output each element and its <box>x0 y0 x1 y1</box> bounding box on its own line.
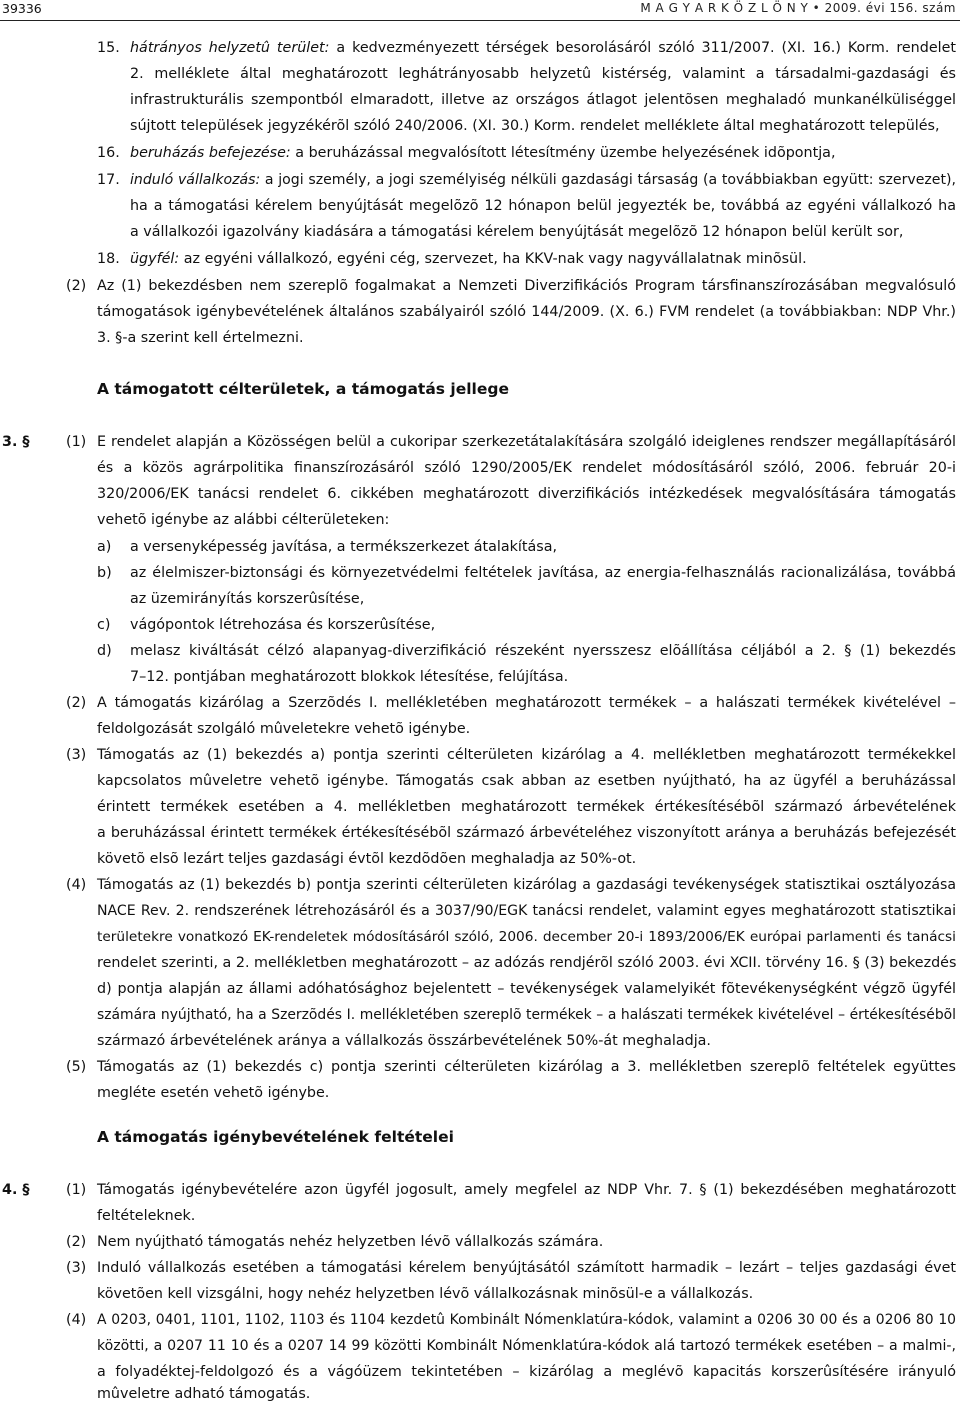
s3-item-b-line-2: az üzemirányítás korszerûsítése, <box>130 591 365 607</box>
item-16-number: 16. <box>97 145 120 161</box>
s3-item-a-line-1: a versenyképesség javítása, a termékszerkezet átalakítása, <box>130 539 558 555</box>
s4-p4-line-3: a folyadéktej-feldolgozó és a vágóüzem tekintetében – kizárólag a meglévõ kapacitás korszerûsítésére irányuló <box>97 1364 956 1380</box>
s4-p3-line-1: Induló vállalkozás esetében a támogatási kérelem benyújtásától számított harmadik – lezárt – teljes gazdasági évet <box>97 1260 956 1276</box>
item-16-term: beruházás befejezése: <box>130 145 291 161</box>
s3-p5-number: (5) <box>66 1059 87 1075</box>
running-title: M A G Y A R K Ö Z L Ö N Y • 2009. évi 156. szám <box>640 1 956 15</box>
item-15-line-4: sújtott települések jegyzékérõl szóló 240/2006. (XI. 30.) Korm. rendelet melléklete által meghatározott település, <box>130 118 940 134</box>
s3-p1-line-1: E rendelet alapján a Közösségen belül a cukoripar szerkezetátalakítására szolgáló ideiglenes rendszer megállapításáról <box>97 434 956 450</box>
s3-item-b-line-1: az élelmiszer-biztonsági és környezetvédelmi feltételek javítása, az energia-felhasználás racionalizálása, továbbá <box>130 565 956 581</box>
item-15-term: hátrányos helyzetû terület: <box>130 40 330 56</box>
item-17-line-2: ha a támogatási kérelem benyújtását megelõzõ 12 hónapon belül jegyezték be, továbbá az egyéni vállalkozó ha <box>130 198 956 214</box>
s3-item-d-letter: d) <box>97 643 112 659</box>
s3-item-c-line-1: vágópontok létrehozása és korszerûsítése, <box>130 617 436 633</box>
s3-item-a-letter: a) <box>97 539 112 555</box>
para1-p2-line-2: támogatások igénybevételének általános szabályairól szóló 144/2009. (X. 6.) FVM rendelet (a továbbiakban: NDP Vhr.) <box>97 304 956 320</box>
s3-p4-number: (4) <box>66 877 87 893</box>
s3-p1-line-4: vehetõ igénybe az alábbi célterületeken: <box>97 512 390 528</box>
s3-p4-line-1: Támogatás az (1) bekezdés b) pontja szerinti célterületen kizárólag a gazdasági tevékenységek statisztikai osztályozása <box>97 877 956 893</box>
item-17-term: induló vállalkozás: <box>130 172 261 188</box>
section-4-heading: A támogatás igénybevételének feltételei <box>97 1128 454 1146</box>
s3-p5-line-2: megléte esetén vehetõ igénybe. <box>97 1085 330 1101</box>
s3-item-d-line-1: melasz kiváltását célzó alapanyag-diverzifikáció részeként nyersszesz elõállítása céljából a 2. § (1) bekezdés <box>130 643 956 659</box>
s4-p2-number: (2) <box>66 1234 87 1250</box>
s3-p4-line-4: rendelet szerinti, a 2. mellékletben meghatározott – az adózás rendjérõl szóló 2003. évi XCII. törvény 16. § (3) bekezdés <box>97 955 957 971</box>
s3-p4-line-6: számára nyújtható, ha a Szerzõdés I. mellékletében szereplõ termékek – a halászati termékek kivételével – értékesítésébõl <box>97 1007 956 1023</box>
page-number: 39336 <box>2 1 42 16</box>
section-3-heading: A támogatott célterületek, a támogatás jellege <box>97 380 509 398</box>
s3-item-b-letter: b) <box>97 565 112 581</box>
s3-p5-line-1: Támogatás az (1) bekezdés c) pontja szerinti célterületen kizárólag a 3. mellékletben szereplõ feltételek együttes <box>97 1059 956 1075</box>
s3-p2-number: (2) <box>66 695 87 711</box>
item-17-line-3: a vállalkozói igazolvány kiadására a támogatási kérelem benyújtását megelõzõ 12 hónapon belül került sor, <box>130 224 904 240</box>
item-18-line: ügyfél: az egyéni vállalkozó, egyéni cég, szervezet, ha KKV-nak vagy nagyvállalatnak minõsül. <box>130 251 807 267</box>
section-3-number: 3. § <box>2 434 30 450</box>
s3-item-d-line-2: 7–12. pontjában meghatározott blokkok létesítése, felújítása. <box>130 669 569 685</box>
s4-p2-line-1: Nem nyújtható támogatás nehéz helyzetben lévõ vállalkozás számára. <box>97 1234 604 1250</box>
para1-p2-line-1: Az (1) bekezdésben nem szereplõ fogalmakat a Nemzeti Diverzifikációs Program társfinanszírozásában megvalósuló <box>97 278 956 294</box>
para1-p2-number: (2) <box>66 278 87 294</box>
item-18-number: 18. <box>97 251 120 267</box>
s3-p1-line-3: 320/2006/EK tanácsi rendelet 6. cikkében meghatározott diverzifikációs intézkedések megvalósítására támogatás <box>97 486 956 502</box>
s3-p4-line-3: területekre vonatkozó EK-rendeletek módosításáról szóló, 2006. december 20-i 1893/2006/EK európai parlamenti és tanácsi <box>97 929 956 945</box>
s3-p3-line-2: kapcsolatos mûveletre vehetõ igénybe. Támogatás csak abban az esetben nyújtható, ha az ügyfél a beruházással <box>97 773 956 789</box>
s4-p4-line-1: A 0203, 0401, 1101, 1102, 1103 és 1104 kezdetû Kombinált Nómenklatúra-kódok, valamint a 0206 30 00 és a 0206 80 10 <box>97 1312 956 1328</box>
s3-p2-line-2: feldolgozását szolgáló mûveletekre vehetõ igénybe. <box>97 721 471 737</box>
item-18-term: ügyfél: <box>130 251 180 267</box>
s4-p4-number: (4) <box>66 1312 87 1328</box>
s3-p3-line-3: érintett termékek esetében a 4. mellékletben meghatározott termékek értékesítésébõl származó árbevételének <box>97 799 956 815</box>
s3-p4-line-5: d) pontja alapján az állami adóhatósághoz bejelentett – tevékenységek valamelyikét fõtevékenységként végzõ ügyfél <box>97 981 956 997</box>
s3-item-c-letter: c) <box>97 617 111 633</box>
s3-p3-line-1: Támogatás az (1) bekezdés a) pontja szerinti célterületen kizárólag a 4. mellékletben meghatározott termékekkel <box>97 747 956 763</box>
item-16-line: beruházás befejezése: a beruházással megvalósított létesítmény üzembe helyezésének idõpontja, <box>130 145 836 161</box>
s3-p3-line-5: követõ elsõ lezárt teljes gazdasági évtõl kezdõdõen meghaladja az 50%-ot. <box>97 851 637 867</box>
s3-p1-line-2: és a közös agrárpolitika finanszírozásáról szóló 1290/2005/EK rendelet módosításáról szóló, 2006. február 20-i <box>97 460 956 476</box>
s4-p1-line-1: Támogatás igénybevételére azon ügyfél jogosult, amely megfelel az NDP Vhr. 7. § (1) bekezdésében meghatározott <box>97 1182 956 1198</box>
section-4-number: 4. § <box>2 1182 30 1198</box>
s3-p4-line-7: származó árbevételének aránya a vállalkozás összárbevételének 50%-át meghaladja. <box>97 1033 711 1049</box>
item-15-line-1: hátrányos helyzetû terület: a kedvezményezett térségek besorolásáról szóló 311/2007. (XI. 16.) Korm. rendelet <box>130 40 956 56</box>
s4-p4-line-4: mûveletre adható támogatás. <box>97 1386 311 1402</box>
s3-p3-line-4: a beruházással érintett termékek értékesítésébõl származó árbevételéhez viszonyított aránya a beruházás befejezését <box>97 825 956 841</box>
page-header <box>0 0 960 20</box>
s4-p3-number: (3) <box>66 1260 87 1276</box>
s3-p2-line-1: A támogatás kizárólag a Szerzõdés I. mellékletében meghatározott termékek – a halászati termékek kivételével – <box>97 695 956 711</box>
s3-p4-line-2: NACE Rev. 2. rendszerének létrehozásáról és a 3037/90/EGK tanácsi rendelet, valamint egyes meghatározott statisztikai <box>97 903 956 919</box>
s3-p3-number: (3) <box>66 747 87 763</box>
s3-p1-number: (1) <box>66 434 87 450</box>
s4-p1-number: (1) <box>66 1182 87 1198</box>
s4-p4-line-2: közötti, a 0207 11 10 és a 0207 14 99 közötti Kombinált Nómenklatúra-kódok alá tartozó termékek esetében – a malmi-, <box>97 1338 956 1354</box>
item-15-number: 15. <box>97 40 120 56</box>
item-15-line-3: infrastrukturális szempontból elmaradott, illetve az országos átlagot jelentõsen meghaladó munkanélküliséggel <box>130 92 956 108</box>
item-17-number: 17. <box>97 172 120 188</box>
para1-p2-line-3: 3. §-a szerint kell értelmezni. <box>97 330 304 346</box>
s4-p1-line-2: feltételeknek. <box>97 1208 196 1224</box>
item-17-line-1: induló vállalkozás: a jogi személy, a jogi személyiség nélküli gazdasági társaság (a továbbiakban együtt: szervezet), <box>130 172 956 188</box>
item-15-line-2: 2. melléklete által meghatározott leghátrányosabb helyzetû kistérség, valamint a társadalmi-gazdasági és <box>130 66 956 82</box>
header-rule <box>0 20 960 21</box>
s4-p3-line-2: követõen kell vizsgálni, hogy nehéz helyzetben lévõ vállalkozásnak minõsül-e a vállalkozás. <box>97 1286 754 1302</box>
